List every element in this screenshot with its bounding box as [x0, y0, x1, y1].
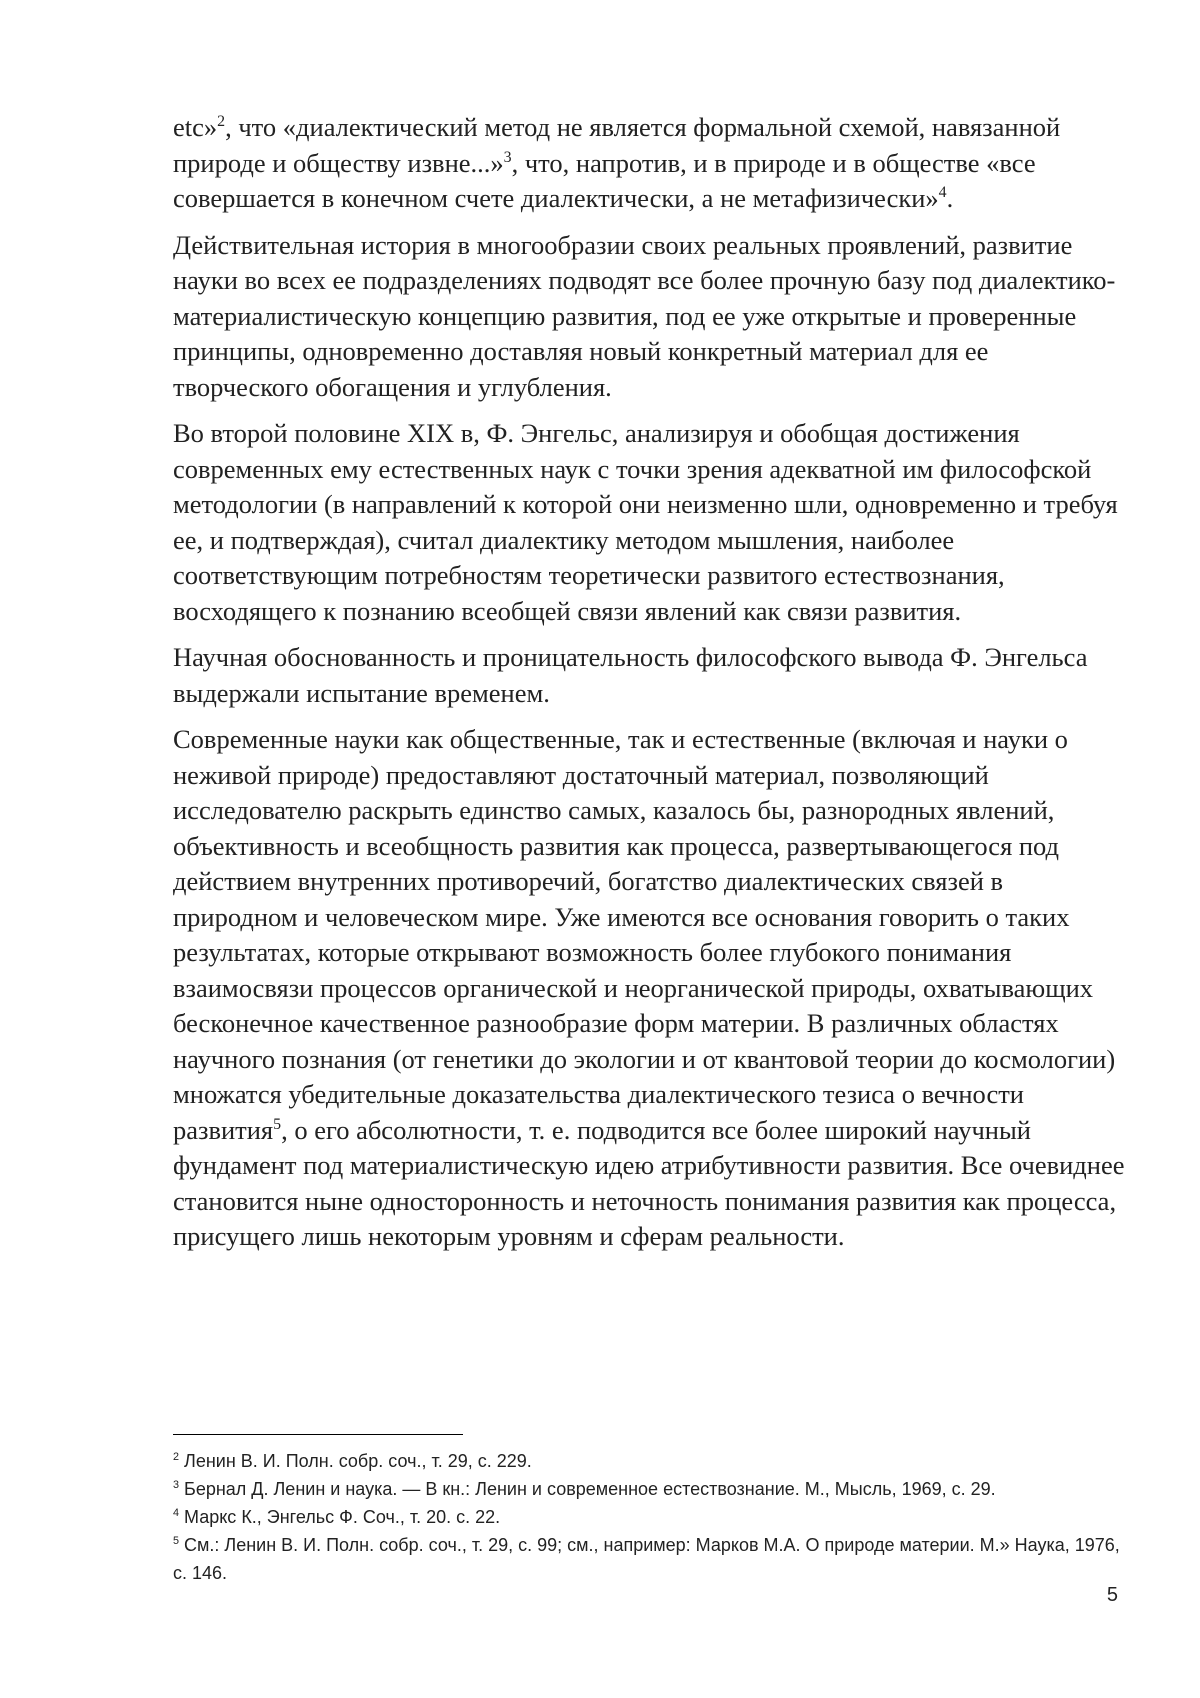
footnote-ref-3[interactable]: 3 — [503, 148, 512, 166]
paragraph — [173, 416, 1128, 629]
paragraph — [173, 640, 1128, 711]
text-segment: Действительная история в многообразии своих реальных проявлений, развитие науки во всех ее подразделениях подводят все более прочную базу под диалектико-материалистическую концепцию развития, под ее уже открытые и проверенные принципы, одновременно доставляя новый конкретный материал для ее творческого обогащения и углубления. — [173, 229, 1116, 402]
text-segment: , о его абсолютности, т. е. подводится все более широкий научный фундамент под материалистическую идею атрибутивности развития. Все очевиднее становится ныне односторонность и неточность понимания развития как процесса, присущего лишь некоторым уровням и сферам реальности. — [173, 1114, 1125, 1251]
footnote-number: 2 — [173, 1451, 180, 1463]
text-segment: , что «диалектический метод не является формальной схемой, навязанной природе и обществу извне...» — [173, 112, 1061, 178]
page-number: 5 — [1106, 1584, 1118, 1606]
footnote-number: 5 — [173, 1535, 180, 1547]
text-segment: Научная обоснованность и проницательность философского вывода Ф. Энгельса выдержали испытание временем. — [173, 642, 1088, 708]
footnote-5 — [173, 1531, 1133, 1587]
footnote-text: Маркс К., Энгельс Ф. Соч., т. 20. с. 22. — [179, 1507, 501, 1527]
text-segment: , что, напротив, и в природе и в обществе «все совершается в конечном счете диалектически, а не метафизически» — [173, 147, 1036, 213]
footnote-ref-2[interactable]: 2 — [217, 113, 226, 131]
text-segment: etc» — [173, 112, 218, 142]
footnote-3 — [173, 1475, 1133, 1503]
footnote-text: Бернал Д. Ленин и наука. — В кн.: Ленин и современное естествознание. М., Мысль, 1969, с. 29. — [179, 1479, 996, 1499]
text-segment: Современные науки как общественные, так и естественные (включая и науки о неживой природе) предоставляют достаточный материал, позволяющий исследователю раскрыть единство самых, казалось бы, разнородных явлений, объективность и всеобщность развития как процесса, развертывающегося под действием внутренних противоречий, богатство диалектических связей в природном и человеческом мире. Уже имеются все основания говорить о таких результатах, которые открывают возможность более глубокого понимания взаимосвязи процессов органической и неорганической природы, охватывающих бесконечное качественное разнообразие форм материи. В различных областях научного познания (от генетики до экологии и от квантовой теории до космологии) множатся убедительные доказательства диалектического тезиса о вечности развития — [173, 724, 1116, 1145]
footnote-number: 3 — [173, 1479, 180, 1491]
text-segment: . — [946, 183, 954, 213]
footnote-ref-5[interactable]: 5 — [273, 1115, 282, 1133]
main-text — [173, 110, 1128, 1266]
footnote-2 — [173, 1447, 1133, 1475]
footnote-ref-4[interactable]: 4 — [938, 184, 947, 202]
paragraph — [173, 228, 1128, 406]
footnotes — [173, 1447, 1133, 1587]
footnote-text: Ленин В. И. Полн. собр. соч., т. 29, с. 229. — [179, 1451, 532, 1471]
footnote-separator — [173, 1434, 463, 1435]
paragraph — [173, 722, 1128, 1255]
footnote-number: 4 — [173, 1507, 180, 1519]
paragraph — [173, 110, 1128, 217]
footnote-4 — [173, 1503, 1133, 1531]
footnote-text: См.: Ленин В. И. Полн. собр. соч., т. 29, с. 99; см., например: Марков М.А. О природе материи. М.» Наука, 1976, с. 146. — [173, 1535, 1120, 1583]
text-segment: Во второй половине XIX в, Ф. Энгельс, анализируя и обобщая достижения современных ему естественных наук с точки зрения адекватной им философской методологии (в направлений к которой они неизменно шли, одновременно и требуя ее, и подтверждая), считал диалектику методом мышления, наиболее соответствующим потребностям теоретически развитого естествознания, восходящего к познанию всеобщей связи явлений как связи развития. — [173, 418, 1118, 626]
